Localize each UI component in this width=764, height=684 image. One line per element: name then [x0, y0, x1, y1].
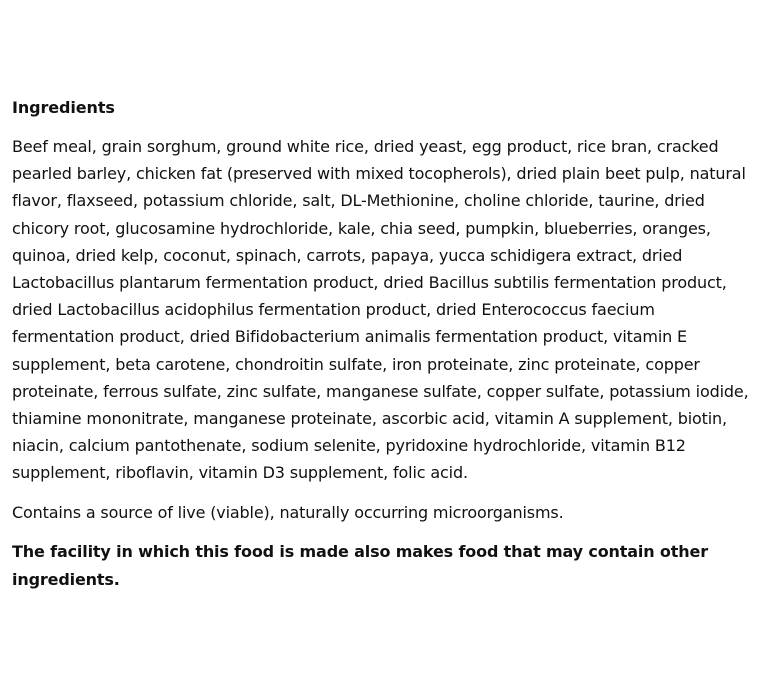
ingredients-list-text: Beef meal, grain sorghum, ground white rice, dried yeast, egg product, rice bran, cracked pearled barley, chicken fat (preserved with mixed tocopherols), dried plain beet pulp, natural flavor, flaxseed, potassium chloride, salt, DL-Methionine, choline chloride, taurine, dried chicory root, glucosamine hydrochloride, kale, chia seed, pumpkin, blueberries, oranges, quinoa, dried kelp, coconut, spinach, carrots, papaya, yucca schidigera extract, dried Lactobacillus plantarum fermentation product, dried Bacillus subtilis fermentation product, dried Lactobacillus acidophilus fermentation product, dried Enterococcus faecium fermentation product, dried Bifidobacterium animalis fermentation product, vitamin E supplement, beta carotene, chondroitin sulfate, iron proteinate, zinc proteinate, copper proteinate, ferrous sulfate, zinc sulfate, manganese sulfate, copper sulfate, potassium iodide, thiamine mononitrate, manganese proteinate, ascorbic acid, vitamin A supplement, biotin, niacin, calcium pantothenate, sodium selenite, pyridoxine hydrochloride, vitamin B12 supplement, riboflavin, vitamin D3 supplement, folic acid. [12, 137, 749, 483]
facility-allergen-note: The facility in which this food is made also makes food that may contain other ingredients. [12, 541, 708, 589]
ingredients-section [12, 95, 756, 594]
ingredients-heading: Ingredients [12, 98, 115, 117]
live-microorganisms-note: Contains a source of live (viable), naturally occurring microorganisms. [12, 502, 564, 522]
